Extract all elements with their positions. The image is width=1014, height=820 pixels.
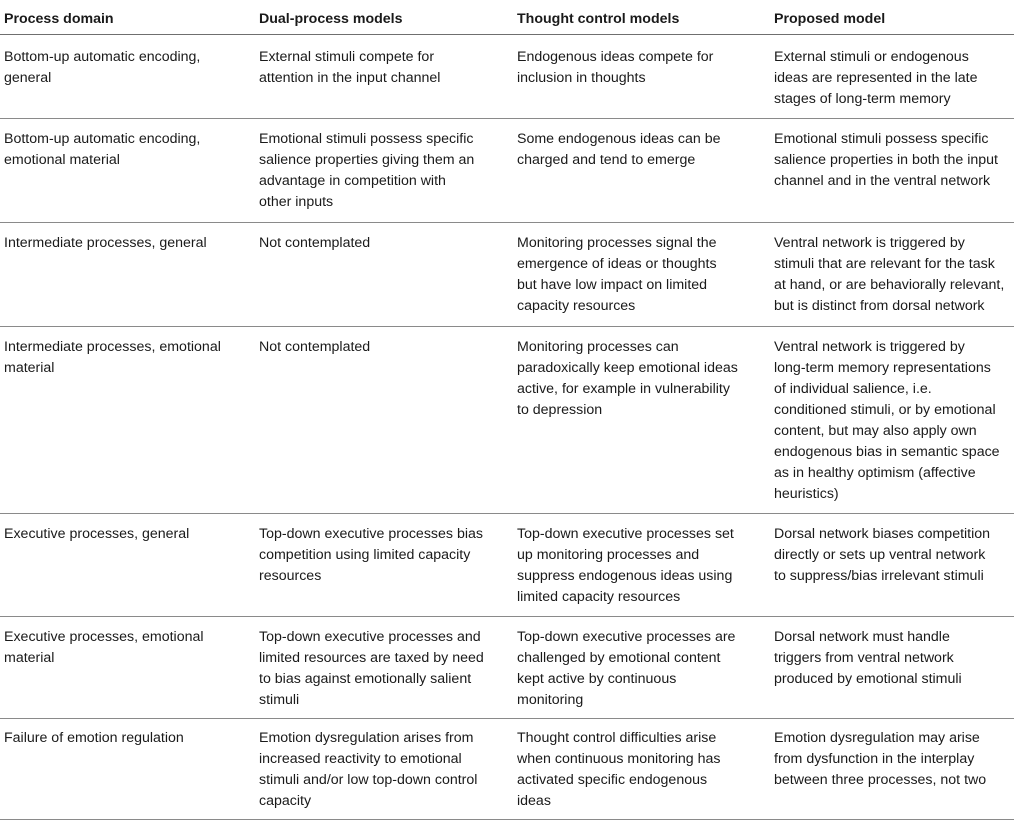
cell-thought-control [517,627,735,711]
cell-line: suppress endogenous ideas using [517,568,733,584]
table-row [0,719,1014,820]
cell-line: channel and in the ventral network [774,173,991,189]
cell-proposed-model [774,728,986,791]
cell-proposed-model [774,233,1004,317]
header-proposed-model: Proposed model [774,11,886,27]
cell-line: Emotional stimuli possess specific [259,131,474,147]
cell-process-domain [4,627,204,669]
table-row [0,617,1014,719]
cell-line: inclusion in thoughts [517,70,646,86]
cell-line: charged and tend to emerge [517,152,696,168]
cell-line: material [4,650,55,666]
cell-line: of individual salience, i.e. [774,381,932,397]
cell-process-domain [4,524,189,545]
cell-line: Some endogenous ideas can be [517,131,721,147]
cell-dual-process [259,524,483,587]
cell-line: stimuli and/or low top-down control [259,772,478,788]
cell-line: Failure of emotion regulation [4,730,184,746]
cell-line: Intermediate processes, emotional [4,339,221,355]
header-thought-control-models: Thought control models [517,11,680,27]
cell-thought-control [517,337,738,421]
table-row [0,327,1014,514]
cell-line: activated specific endogenous [517,772,708,788]
cell-line: capacity resources [517,298,636,314]
cell-line: but have low impact on limited [517,277,708,293]
cell-line: Emotion dysregulation arises from [259,730,474,746]
cell-line: stimuli that are relevant for the task [774,256,995,272]
cell-proposed-model [774,627,962,690]
header-process-domain: Process domain [4,11,114,27]
cell-line: when continuous monitoring has [517,751,721,767]
cell-line: capacity [259,793,312,809]
cell-proposed-model [774,47,978,110]
cell-line: increased reactivity to emotional [259,751,462,767]
cell-line: emotional material [4,152,120,168]
cell-line: to bias against emotionally salient [259,671,472,687]
cell-line: Top-down executive processes bias [259,526,483,542]
cell-line: ideas are represented in the late [774,70,978,86]
cell-thought-control [517,47,713,89]
table-row [0,119,1014,223]
cell-line: other inputs [259,194,334,210]
cell-line: triggers from ventral network [774,650,954,666]
cell-line: Emotion dysregulation may arise [774,730,980,746]
cell-line: Dorsal network biases competition [774,526,991,542]
cell-line: stimuli [259,692,300,708]
cell-line: advantage in competition with [259,173,446,189]
cell-line: heuristics) [774,486,839,502]
cell-line: as in healthy optimism (affective [774,465,976,481]
cell-line: challenged by emotional content [517,650,721,666]
cell-thought-control [517,524,734,608]
cell-line: to depression [517,402,603,418]
header-dual-process-models: Dual-process models [259,11,403,27]
cell-dual-process [259,233,370,254]
cell-line: Executive processes, general [4,526,190,542]
cell-line: Bottom-up automatic encoding, [4,131,201,147]
cell-dual-process [259,129,474,213]
cell-line: limited resources are taxed by need [259,650,484,666]
cell-process-domain [4,129,200,171]
cell-line: to suppress/bias irrelevant stimuli [774,568,984,584]
cell-line: Monitoring processes signal the [517,235,717,251]
cell-line: resources [259,568,322,584]
cell-line: emergence of ideas or thoughts [517,256,717,272]
cell-line: content, but may also apply own [774,423,977,439]
cell-proposed-model [774,129,998,192]
cell-process-domain [4,233,207,254]
cell-process-domain [4,47,200,89]
table-row [0,514,1014,617]
cell-line: paradoxically keep emotional ideas [517,360,738,376]
cell-line: produced by emotional stimuli [774,671,962,687]
cell-line: at hand, or are behaviorally relevant, [774,277,1005,293]
cell-line: External stimuli or endogenous [774,49,969,65]
cell-line: Monitoring processes can [517,339,679,355]
cell-line: competition using limited capacity [259,547,471,563]
cell-line: conditioned stimuli, or by emotional [774,402,996,418]
cell-line: limited capacity resources [517,589,681,605]
table-row [0,223,1014,327]
cell-line: Ventral network is triggered by [774,235,965,251]
cell-line: Intermediate processes, general [4,235,207,251]
cell-dual-process [259,728,477,812]
cell-line: kept active by continuous [517,671,677,687]
cell-line: Bottom-up automatic encoding, [4,49,201,65]
cell-line: Top-down executive processes are [517,629,736,645]
cell-thought-control [517,129,721,171]
cell-proposed-model [774,337,1000,505]
table-header-row [0,0,1014,35]
cell-proposed-model [774,524,990,587]
cell-dual-process [259,627,484,711]
cell-line: Top-down executive processes set [517,526,734,542]
cell-line: from dysfunction in the interplay [774,751,975,767]
cell-process-domain [4,728,184,749]
cell-line: material [4,360,55,376]
cell-line: general [4,70,52,86]
cell-line: stages of long-term memory [774,91,951,107]
cell-process-domain [4,337,221,379]
cell-line: directly or sets up ventral network [774,547,986,563]
cell-line: monitoring [517,692,584,708]
cell-line: salience properties in both the input [774,152,998,168]
cell-line: salience properties giving them an [259,152,475,168]
cell-line: attention in the input channel [259,70,441,86]
cell-line: but is distinct from dorsal network [774,298,985,314]
cell-line: Top-down executive processes and [259,629,481,645]
cell-line: External stimuli compete for [259,49,435,65]
cell-dual-process [259,47,440,89]
cell-line: Executive processes, emotional [4,629,204,645]
cell-line: Not contemplated [259,339,371,355]
cell-thought-control [517,728,720,812]
cell-line: Emotional stimuli possess specific [774,131,989,147]
cell-line: long-term memory representations [774,360,991,376]
cell-line: active, for example in vulnerability [517,381,730,397]
cell-line: ideas [517,793,551,809]
cell-line: Not contemplated [259,235,371,251]
cell-thought-control [517,233,717,317]
cell-line: up monitoring processes and [517,547,700,563]
cell-line: Dorsal network must handle [774,629,950,645]
cell-line: between three processes, not two [774,772,987,788]
cell-line: Endogenous ideas compete for [517,49,714,65]
table-row [0,35,1014,119]
cell-line: Ventral network is triggered by [774,339,965,355]
cell-line: endogenous bias in semantic space [774,444,1000,460]
cell-dual-process [259,337,370,358]
cell-line: Thought control difficulties arise [517,730,717,746]
